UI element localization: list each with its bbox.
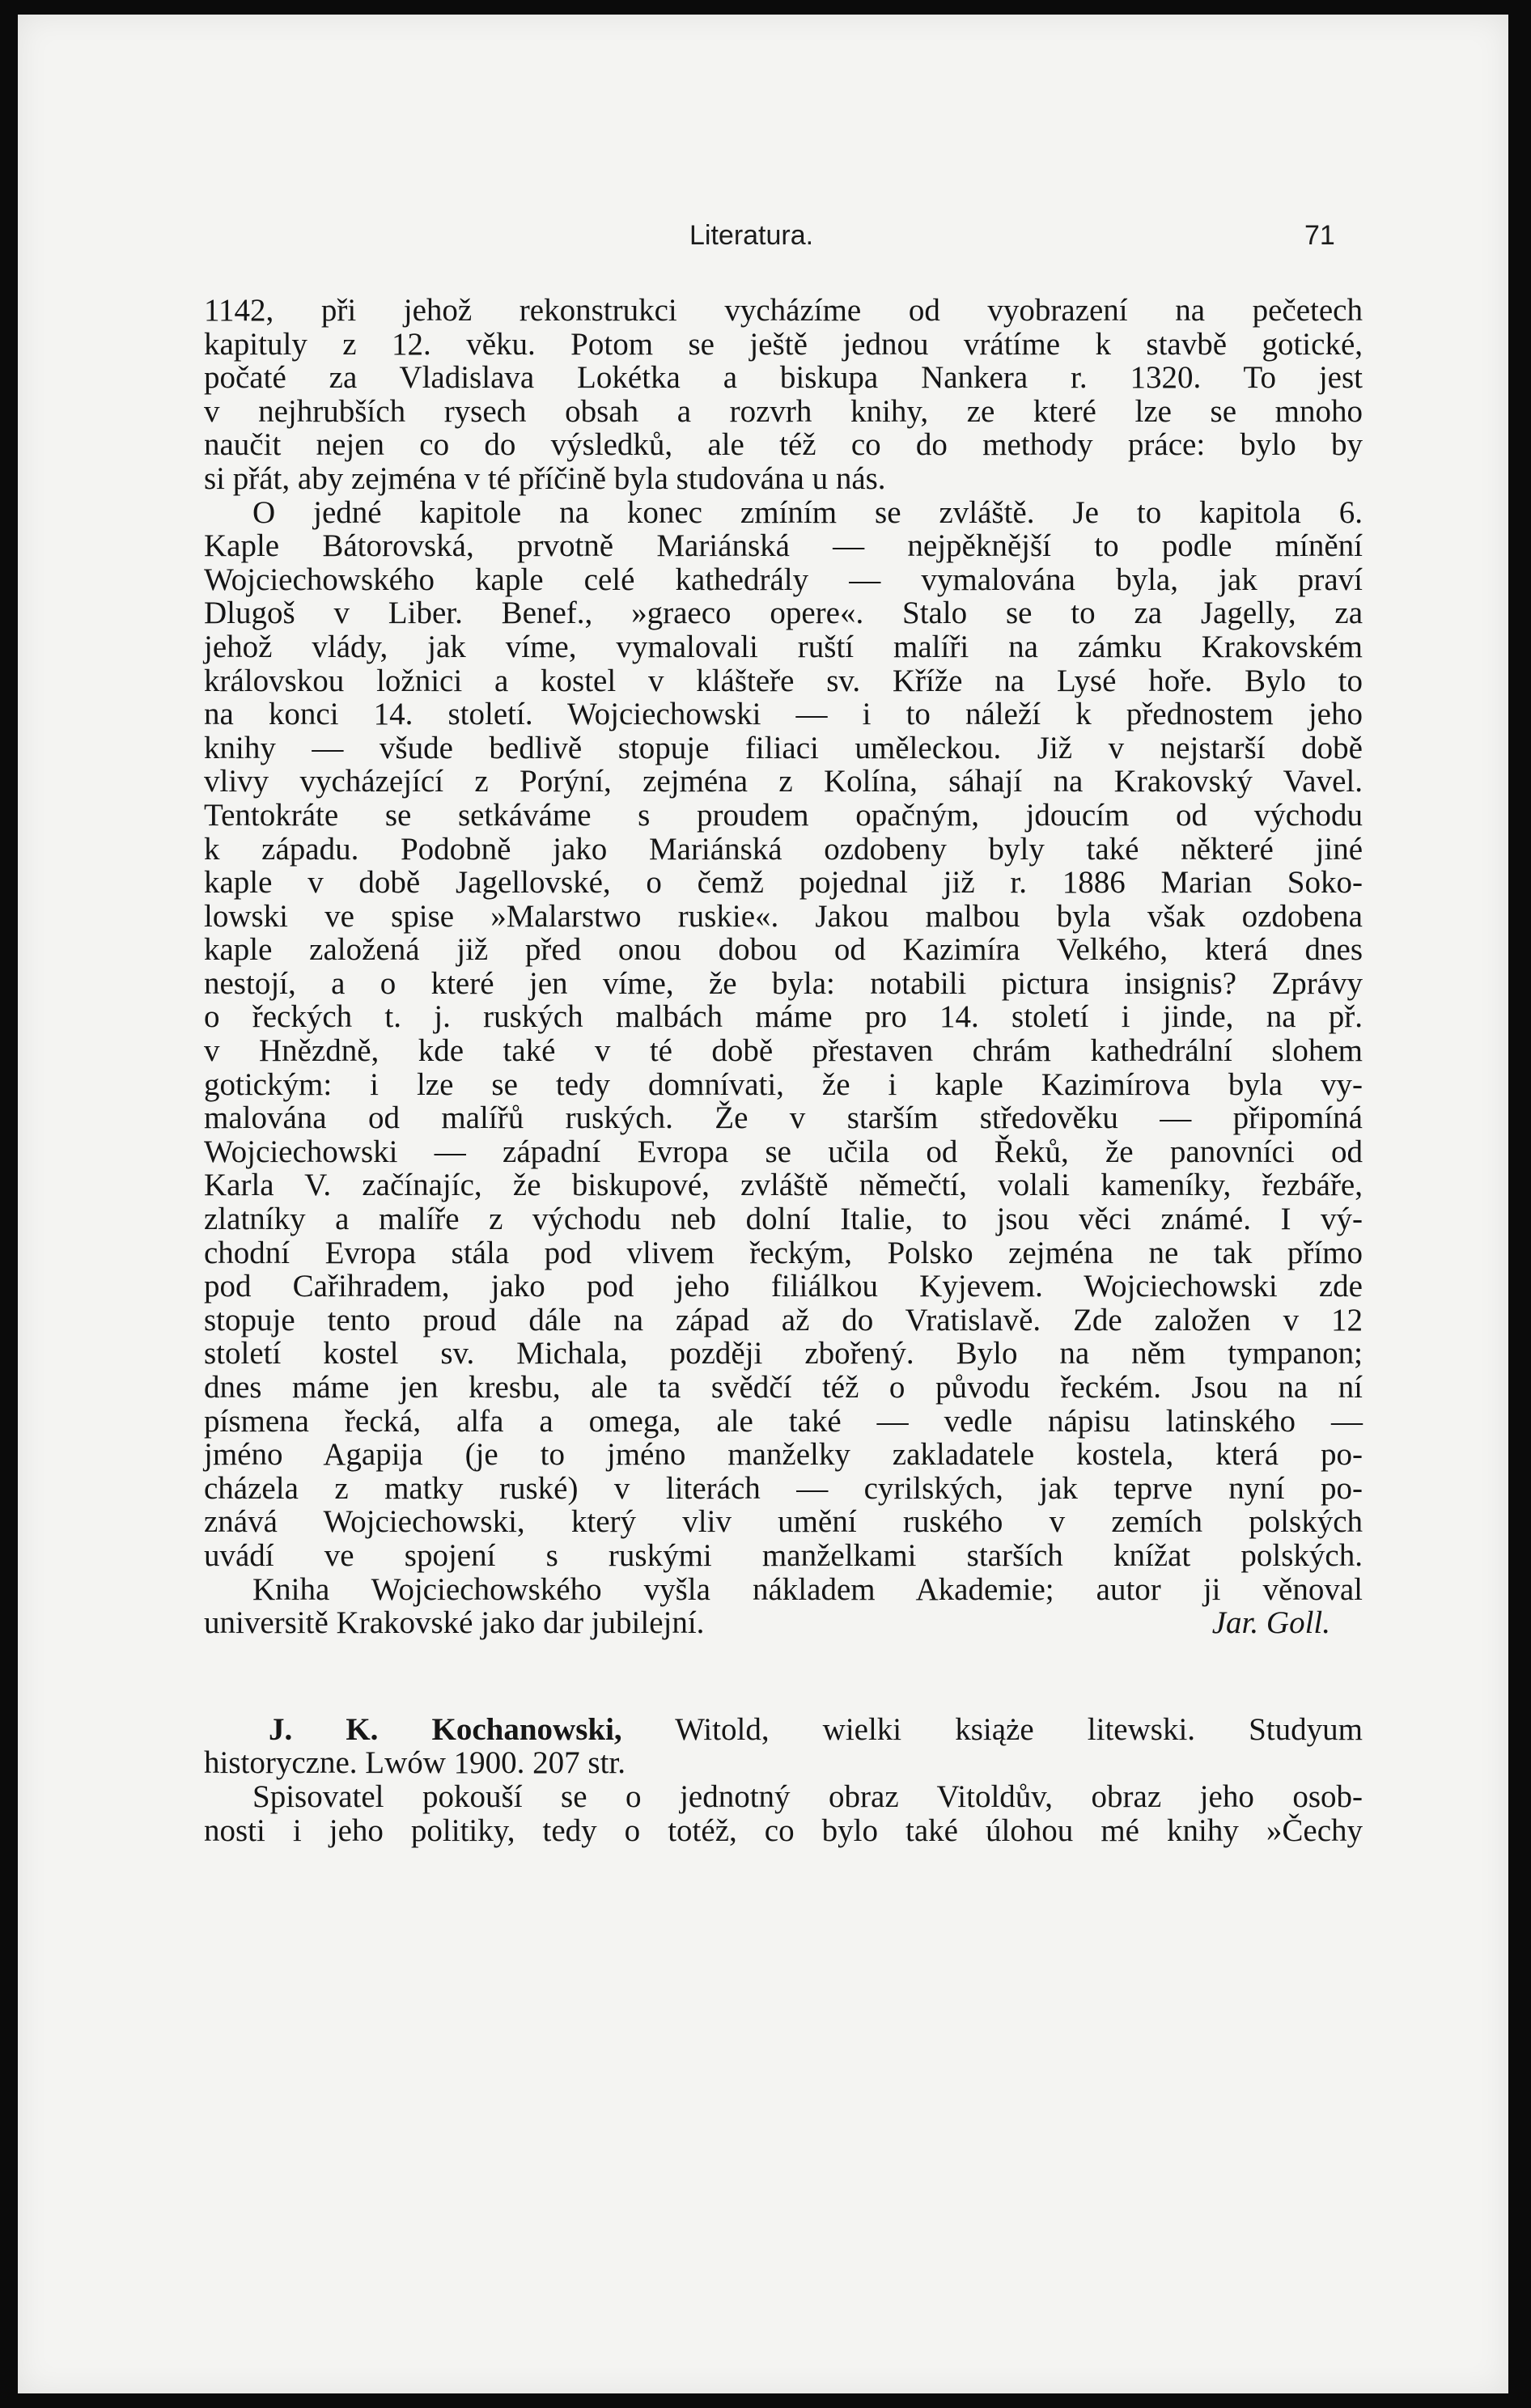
review-1-line: znává Wojciechowski, který vliv umění ruského v zemích polských [204,1504,1363,1540]
header-title: Literatura. [689,220,814,251]
review-1-line: v nejhrubších rysech obsah a rozvrh knihy, ze které lze se mnoho [204,393,1363,429]
review-1-line: chodní Evropa stála pod vlivem řeckým, Polsko zejména ne tak přímo [204,1235,1363,1270]
review-1-line: písmena řecká, alfa a omega, ale také — vedle nápisu latinského — [204,1403,1363,1439]
review-1-line: Kaple Bátorovská, prvotně Mariánská — nejpěknější to podle mínění [204,528,1363,564]
review-1-line: počaté za Vladislava Lokétka a biskupa Nankera r. 1320. To jest [204,360,1363,396]
review-2-title: Witold, wielki książe litewski. Studyum [621,1711,1363,1747]
review-1-line: v Hnězdně, kde také v té době přestaven chrám kathedrální slohem [204,1033,1363,1069]
review-1-line: kapituly z 12. věku. Potom se ještě jednou vrátíme k stavbě gotické, [204,326,1363,362]
book-page [18,15,1508,2393]
review-1-line: nestojí, a o které jen víme, že byla: notabili pictura insignis? Zprávy [204,965,1363,1001]
review-1-line: uvádí ve spojení s ruskými manželkami starších knížat polských. [204,1537,1363,1573]
review-1-line: královskou ložnici a kostel v klášteře sv. Kříže na Lysé hoře. Bylo to [204,663,1363,698]
review-2-line: nosti i jeho politiky, tedy o totéž, co bylo také úlohou mé knihy »Čechy [204,1812,1363,1848]
review-1-line: k západu. Podobně jako Mariánská ozdobeny byly také některé jiné [204,831,1363,867]
review-1-line: jméno Agapija (je to jméno manželky zakladatele kostela, která po- [204,1437,1363,1473]
reviewer-signature: Jar. Goll. [1211,1605,1330,1641]
review-1-line: knihy — všude bedlivě stopuje filiaci uměleckou. Již v nejstarší době [204,730,1363,765]
review-2-paragraphs [204,1780,1363,1847]
review-1-line: O jedné kapitole na konec zmíním se zvláště. Je to kapitola 6. [252,494,1363,530]
review-1-closing-line [204,1606,1363,1640]
review-1-line: Karla V. začínajíc, že biskupové, zvláště němečtí, volali kameníky, řezbáře, [204,1168,1363,1203]
review-1-line: století kostel sv. Michala, později zbořený. Bylo na něm tympanon; [204,1336,1363,1371]
review-1-line: lowski ve spise »Malarstwo ruskie«. Jakou malbou byla však ozdobena [204,898,1363,934]
review-1-line: Dlugoš v Liber. Benef., »graeco opere«. Stalo se to za Jagelly, za [204,596,1363,631]
review-1-line: 1142, při jehož rekonstrukci vycházíme od vyobrazení na pečetech [204,293,1363,328]
review-1-line: kaple v době Jagellovské, o čemž pojednal již r. 1886 Marian Soko- [204,865,1363,901]
review-1-line: kaple založená již před onou dobou od Kazimíra Velkého, která dnes [204,932,1363,968]
review-1-line: zlatníky a malíře z východu neb dolní Italie, to jsou věci známé. I vý- [204,1202,1363,1237]
review-1-line: naučit nejen co do výsledků, ale též co do methody práce: bylo by [204,427,1363,463]
review-2-heading-line [204,1713,1363,1747]
review-1-line: jehož vlády, jak víme, vymalovali ruští malíři na zámku Krakovském [204,629,1363,664]
review-2-publication: historyczne. Lwów 1900. 207 str. [204,1745,626,1781]
review-1-line: stopuje tento proud dále na západ až do Vratislavě. Zde založen v 12 [204,1302,1363,1338]
review-1-line: Wojciechowski — západní Evropa se učila od Řeků, že panovníci od [204,1134,1363,1169]
review-1-line: dnes máme jen kresbu, ale ta svědčí též o původu řeckém. Jsou na ní [204,1370,1363,1405]
review-1-line: pod Cařihradem, jako pod jeho filiálkou Kyjevem. Wojciechowski zde [204,1269,1363,1304]
review-1-line: si přát, aby zejména v té příčině byla studována u nás. [204,460,886,496]
closing-text: universitě Krakovské jako dar jubilejní. [204,1605,705,1641]
review-1-line: na konci 14. století. Wojciechowski — i to náleží k přednostem jeho [204,697,1363,732]
review-1-line: vlivy vycházející z Porýní, zejména z Kolína, sáhají na Krakovský Vavel. [204,764,1363,799]
review-1-line: gotickým: i lze se tedy domnívati, že i kaple Kazimírova byla vy- [204,1066,1363,1102]
running-header [18,220,1508,269]
review-1-line: Tentokráte se setkáváme s proudem opačným, jdoucím od východu [204,797,1363,833]
section-gap [204,1640,1363,1713]
review-1-line: Kniha Wojciechowského vyšla nákladem Akademie; autor ji věnoval [252,1571,1363,1607]
review-2-author: J. K. Kochanowski, [269,1711,622,1747]
page-number: 71 [1304,220,1335,251]
review-1-line: o řeckých t. j. ruských malbách máme pro 14. století i jinde, na př. [204,999,1363,1035]
review-1-line: Wojciechowského kaple celé kathedrály — vymalována byla, jak praví [204,562,1363,597]
review-1-line: cházela z matky ruské) v literách — cyrilských, jak teprve nyní po- [204,1470,1363,1506]
review-2-line: Spisovatel pokouší se o jednotný obraz Vitoldův, obraz jeho osob- [252,1778,1363,1814]
review-1-paragraphs [204,294,1363,1606]
review-1-line: malována od malířů ruských. Že v starším středověku — připomíná [204,1100,1363,1136]
body-text [204,294,1363,1847]
